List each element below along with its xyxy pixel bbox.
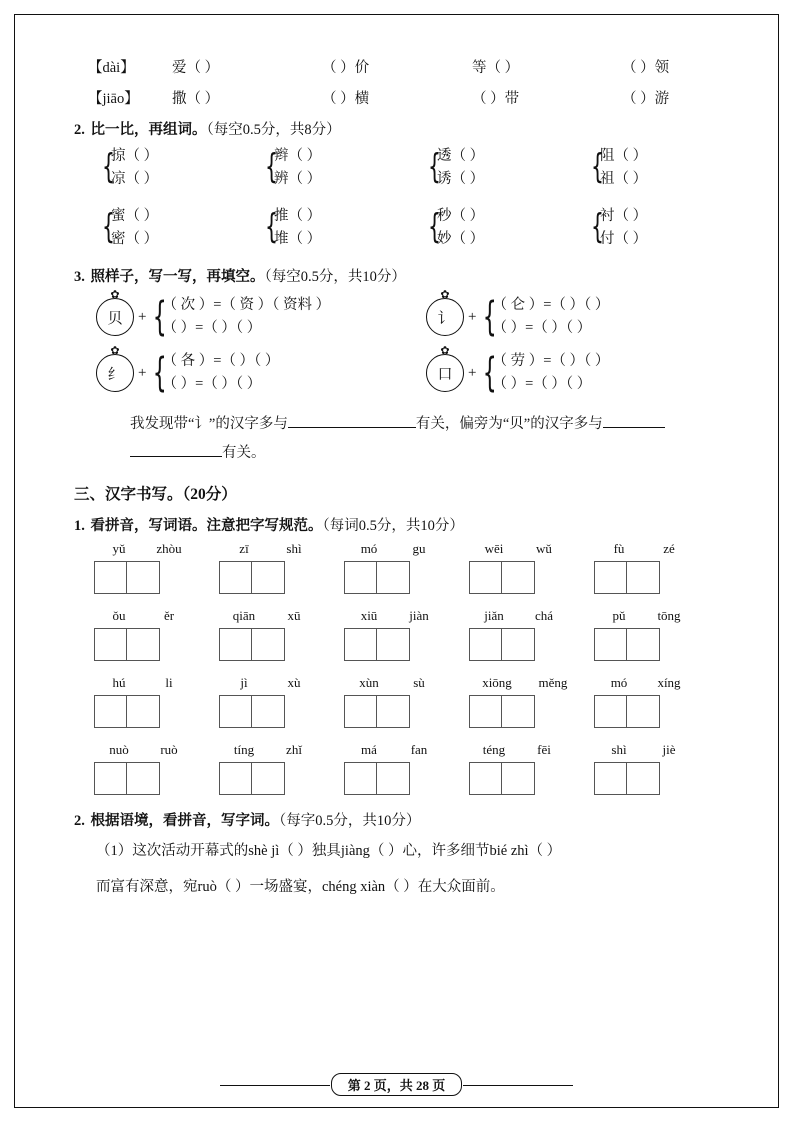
radical-circle <box>426 345 464 392</box>
tianzige-pair[interactable] <box>594 695 719 728</box>
radical-line[interactable]: （ ）=（ ）（ ） <box>162 376 262 392</box>
fill-blank[interactable] <box>288 412 416 428</box>
compare-item[interactable]: 诱（ ） <box>437 171 485 187</box>
question-5-number: 2. <box>74 813 85 829</box>
pinyin-tag: 【dài】 <box>88 60 135 76</box>
tianzige-cell[interactable] <box>344 762 377 795</box>
brace-icon: { <box>153 350 168 396</box>
compare-item[interactable]: 祖（ ） <box>600 171 648 187</box>
pinyin-label <box>94 541 219 559</box>
compare-group <box>100 145 263 191</box>
pinyin-label <box>219 675 344 693</box>
writing-grid-unit <box>594 742 719 795</box>
radical-char: 纟 <box>107 366 123 383</box>
tianzige-cell[interactable] <box>219 561 252 594</box>
writing-grid-row <box>74 742 721 795</box>
tianzige-cell[interactable] <box>594 762 627 795</box>
answer-blank[interactable]: 爱（ ） <box>172 60 220 76</box>
tianzige-cell[interactable] <box>502 628 535 661</box>
tianzige-cell[interactable] <box>627 695 660 728</box>
compare-group <box>426 145 589 191</box>
pinyin-syllable: zī <box>239 541 249 556</box>
section-3-score: （20分） <box>182 486 237 503</box>
compare-group <box>263 205 426 251</box>
tianzige-cell[interactable] <box>219 695 252 728</box>
compare-item[interactable]: 透（ ） <box>437 148 485 164</box>
pinyin-syllable: nuò <box>109 742 129 757</box>
writing-grid-unit <box>469 608 594 661</box>
tianzige-cell[interactable] <box>94 762 127 795</box>
answer-blank[interactable]: 撒（ ） <box>172 91 220 107</box>
discovery-sentence <box>130 410 721 468</box>
pinyin-line-jiao <box>88 87 721 108</box>
pinyin-syllable: má <box>361 742 377 757</box>
writing-grid-unit <box>469 742 594 795</box>
pinyin-syllable: ǒu <box>112 608 126 623</box>
context-line-2[interactable]: 而富有深意，宛ruò（ ）一场盛宴，chéng xiàn（ ）在大众面前。 <box>96 879 505 896</box>
brace-icon: { <box>265 207 278 247</box>
fill-blank[interactable] <box>603 412 665 428</box>
tianzige-cell[interactable] <box>127 695 160 728</box>
brace-icon: { <box>483 350 498 396</box>
tianzige-pair[interactable] <box>594 762 719 795</box>
tianzige-cell[interactable] <box>469 561 502 594</box>
writing-grid-unit <box>94 675 219 728</box>
writing-grid-row <box>74 541 721 594</box>
tianzige-pair[interactable] <box>469 695 594 728</box>
question-4-text: 看拼音，写词语。注意把字写规范。 <box>90 518 323 534</box>
pinyin-syllable: chá <box>534 608 554 623</box>
pinyin-syllable: tíng <box>233 742 255 757</box>
bow-icon: ✿ <box>440 289 450 301</box>
writing-grid-area <box>74 541 721 795</box>
question-4-number: 1. <box>74 518 85 534</box>
pinyin-syllable: xíng <box>657 675 681 690</box>
page-footer <box>0 1073 793 1096</box>
pinyin-syllable: jiè <box>662 742 676 757</box>
pinyin-line-dai <box>88 56 721 77</box>
tianzige-pair[interactable] <box>594 628 719 661</box>
radical-line[interactable]: （ 各 ）=（ ）（ ） <box>162 353 280 369</box>
tianzige-cell[interactable] <box>502 561 535 594</box>
pinyin-syllable: wǔ <box>536 541 552 556</box>
tianzige-cell[interactable] <box>252 628 285 661</box>
discovery-part-2: 有关，偏旁为“贝”的汉字多与 <box>415 416 603 432</box>
tianzige-cell[interactable] <box>377 561 410 594</box>
radical-line[interactable]: （ 仑 ）=（ ）（ ） <box>492 297 610 313</box>
brace-icon: { <box>428 147 441 187</box>
writing-grid-unit <box>94 742 219 795</box>
compare-item[interactable]: 掠（ ） <box>111 148 159 164</box>
context-line-1[interactable]: （1）这次活动开幕式的shè jì（ ）独具jiàng（ ）心，许多细节bié zhì（ ） <box>96 843 562 859</box>
pinyin-syllable: ruò <box>160 742 178 757</box>
tianzige-pair[interactable] <box>344 628 469 661</box>
pinyin-syllable: xù <box>287 675 301 690</box>
radical-unit <box>96 345 426 396</box>
compare-words-area <box>100 145 721 251</box>
discovery-part-1: 我发现带“讠”的汉字多与 <box>130 416 288 432</box>
compare-item[interactable]: 蜜（ ） <box>111 208 159 224</box>
pinyin-label <box>469 608 594 626</box>
radical-line[interactable]: （ 次 ）=（ 资 ）（ 资料 ） <box>162 297 331 313</box>
tianzige-cell[interactable] <box>252 762 285 795</box>
compare-group <box>589 145 752 191</box>
tianzige-cell[interactable] <box>252 561 285 594</box>
pinyin-tag: 【jiāo】 <box>88 91 139 107</box>
pinyin-syllable: xiōng <box>482 675 512 690</box>
tianzige-cell[interactable] <box>219 628 252 661</box>
pinyin-syllable: ěr <box>163 608 175 623</box>
compare-row <box>100 205 721 251</box>
writing-grid-row <box>74 608 721 661</box>
bow-icon: ✿ <box>440 345 450 357</box>
compare-group <box>426 205 589 251</box>
compare-item[interactable]: 妙（ ） <box>437 231 485 247</box>
radical-unit <box>426 345 756 396</box>
pinyin-syllable: sù <box>413 675 425 690</box>
tianzige-cell[interactable] <box>127 762 160 795</box>
tianzige-cell[interactable] <box>469 762 502 795</box>
tianzige-pair[interactable] <box>469 628 594 661</box>
radical-line[interactable]: （ ）=（ ）（ ） <box>492 376 592 392</box>
tianzige-pair[interactable] <box>344 561 469 594</box>
writing-grid-unit <box>344 675 469 728</box>
brace-icon: { <box>483 294 498 340</box>
radical-line[interactable]: （ ）=（ ）（ ） <box>162 320 262 336</box>
pinyin-syllable: fù <box>613 541 625 556</box>
pinyin-syllable: zhòu <box>156 541 182 556</box>
pinyin-syllable: gu <box>412 541 426 556</box>
pinyin-syllable: zhǐ <box>286 742 302 757</box>
compare-group <box>263 145 426 191</box>
pinyin-syllable: qiān <box>232 608 256 623</box>
question-4-score: （每词0.5分，共10分） <box>322 518 464 534</box>
writing-grid-unit <box>344 608 469 661</box>
compare-item[interactable]: 凉（ ） <box>111 171 159 187</box>
question-3-title <box>74 265 721 286</box>
answer-blank[interactable]: （ ）价 <box>322 60 370 76</box>
tianzige-pair[interactable] <box>344 762 469 795</box>
tianzige-pair[interactable] <box>94 695 219 728</box>
writing-grid-unit <box>219 541 344 594</box>
tianzige-cell[interactable] <box>627 762 660 795</box>
radical-circle <box>96 289 134 336</box>
tianzige-cell[interactable] <box>344 695 377 728</box>
pinyin-label <box>344 608 469 626</box>
writing-grid-row <box>74 675 721 728</box>
compare-item[interactable]: 辨（ ） <box>274 171 322 187</box>
pinyin-label <box>94 675 219 693</box>
writing-grid-unit <box>344 742 469 795</box>
question-3-score: （每空0.5分，共10分） <box>264 269 406 285</box>
tianzige-cell[interactable] <box>469 695 502 728</box>
page-number: 第 2 页，共 28 页 <box>331 1073 463 1096</box>
radical-char: 贝 <box>107 310 123 327</box>
radical-line[interactable]: （ 劳 ）=（ ）（ ） <box>492 353 610 369</box>
pinyin-label <box>219 608 344 626</box>
pinyin-syllable: xū <box>287 608 301 623</box>
writing-grid-unit <box>94 608 219 661</box>
plus-icon: + <box>468 308 477 325</box>
pinyin-syllable: li <box>165 675 173 690</box>
tianzige-pair[interactable] <box>594 561 719 594</box>
tianzige-cell[interactable] <box>469 628 502 661</box>
plus-icon: + <box>468 364 477 381</box>
tianzige-cell[interactable] <box>594 561 627 594</box>
radical-unit <box>426 289 756 340</box>
tianzige-pair[interactable] <box>94 762 219 795</box>
pinyin-syllable: jiàn <box>409 608 429 623</box>
tianzige-pair[interactable] <box>94 561 219 594</box>
tianzige-cell[interactable] <box>344 561 377 594</box>
answer-blank[interactable]: （ ）领 <box>622 60 670 76</box>
answer-blank[interactable]: 等（ ） <box>472 60 520 76</box>
radical-line[interactable]: （ ）=（ ）（ ） <box>492 320 592 336</box>
tianzige-cell[interactable] <box>94 561 127 594</box>
compare-item[interactable]: 衬（ ） <box>600 208 648 224</box>
answer-blank[interactable]: （ ）游 <box>622 91 670 107</box>
tianzige-cell[interactable] <box>127 561 160 594</box>
writing-grid-unit <box>594 541 719 594</box>
tianzige-cell[interactable] <box>219 762 252 795</box>
writing-grid-unit <box>344 541 469 594</box>
radical-row <box>96 345 721 396</box>
brace-icon: { <box>428 207 441 247</box>
brace-icon: { <box>591 207 604 247</box>
pinyin-syllable: fēi <box>537 742 551 757</box>
compare-item[interactable]: 阻（ ） <box>600 148 648 164</box>
writing-grid-unit <box>94 541 219 594</box>
pinyin-label <box>344 675 469 693</box>
tianzige-cell[interactable] <box>502 695 535 728</box>
pinyin-label <box>344 541 469 559</box>
pinyin-label <box>219 541 344 559</box>
tianzige-pair[interactable] <box>219 628 344 661</box>
compare-row <box>100 145 721 191</box>
writing-grid-unit <box>594 675 719 728</box>
tianzige-cell[interactable] <box>627 561 660 594</box>
tianzige-cell[interactable] <box>377 695 410 728</box>
question-4-title <box>74 514 721 535</box>
radical-area <box>96 289 721 396</box>
plus-icon: + <box>138 364 147 381</box>
pinyin-label <box>594 541 719 559</box>
question-2-score: （每空0.5分，共8分） <box>206 122 341 138</box>
question-2-text: 比一比，再组词。 <box>90 122 207 138</box>
pinyin-label <box>94 608 219 626</box>
question-5-score: （每字0.5分，共10分） <box>279 813 421 829</box>
pinyin-syllable: yǔ <box>112 541 126 556</box>
radical-circle <box>96 345 134 392</box>
brace-icon: { <box>102 147 115 187</box>
pinyin-syllable: jì <box>240 675 248 690</box>
compare-item[interactable]: 付（ ） <box>600 231 648 247</box>
radical-char: 口 <box>437 366 453 383</box>
pinyin-syllable: tōng <box>657 608 681 623</box>
pinyin-label <box>594 742 719 760</box>
fill-blank[interactable] <box>130 441 222 457</box>
radical-unit <box>96 289 426 340</box>
pinyin-syllable: shì <box>286 541 302 556</box>
pinyin-syllable: pǔ <box>612 608 626 623</box>
pinyin-syllable: shì <box>611 742 627 757</box>
tianzige-pair[interactable] <box>94 628 219 661</box>
section-3-heading <box>74 482 721 504</box>
question-2-number: 2. <box>74 122 85 138</box>
answer-blank[interactable]: （ ）横 <box>322 91 370 107</box>
tianzige-cell[interactable] <box>252 695 285 728</box>
pinyin-syllable: téng <box>482 742 506 757</box>
compare-item[interactable]: 推（ ） <box>274 208 322 224</box>
answer-blank[interactable]: （ ）带 <box>472 91 520 107</box>
question-5-title <box>74 809 721 830</box>
pinyin-syllable: fan <box>410 742 428 757</box>
pinyin-label <box>469 541 594 559</box>
brace-icon: { <box>102 207 115 247</box>
pinyin-syllable: xiū <box>360 608 378 623</box>
plus-icon: + <box>138 308 147 325</box>
tianzige-pair[interactable] <box>469 762 594 795</box>
compare-group <box>589 205 752 251</box>
compare-item[interactable]: 辫（ ） <box>274 148 322 164</box>
tianzige-cell[interactable] <box>377 628 410 661</box>
brace-icon: { <box>153 294 168 340</box>
tianzige-pair[interactable] <box>344 695 469 728</box>
compare-item[interactable]: 秒（ ） <box>437 208 485 224</box>
pinyin-label <box>94 742 219 760</box>
tianzige-cell[interactable] <box>127 628 160 661</box>
question-3-text: 照样子，写一写，再填空。 <box>90 269 265 285</box>
pinyin-syllable: jiǎn <box>484 608 504 623</box>
radical-circle <box>426 289 464 336</box>
pinyin-label <box>344 742 469 760</box>
bow-icon: ✿ <box>110 345 120 357</box>
radical-char: 讠 <box>437 310 453 327</box>
writing-grid-unit <box>219 742 344 795</box>
writing-grid-unit <box>219 675 344 728</box>
pinyin-label <box>594 675 719 693</box>
tianzige-cell[interactable] <box>344 628 377 661</box>
radical-row <box>96 289 721 340</box>
pinyin-syllable: mó <box>610 675 628 690</box>
tianzige-cell[interactable] <box>377 762 410 795</box>
tianzige-pair[interactable] <box>219 561 344 594</box>
pinyin-syllable: mó <box>360 541 378 556</box>
tianzige-pair[interactable] <box>219 695 344 728</box>
writing-grid-unit <box>219 608 344 661</box>
brace-icon: { <box>591 147 604 187</box>
tianzige-pair[interactable] <box>469 561 594 594</box>
pinyin-syllable: xùn <box>359 675 379 690</box>
pinyin-syllable: wēi <box>484 541 504 556</box>
question-3-number: 3. <box>74 269 85 285</box>
writing-grid-unit <box>594 608 719 661</box>
pinyin-syllable: hú <box>112 675 126 690</box>
pinyin-label <box>469 742 594 760</box>
tianzige-cell[interactable] <box>594 695 627 728</box>
question-5-text: 根据语境，看拼音，写字词。 <box>90 813 279 829</box>
pinyin-label <box>219 742 344 760</box>
tianzige-cell[interactable] <box>94 695 127 728</box>
writing-grid-unit <box>469 675 594 728</box>
tianzige-cell[interactable] <box>502 762 535 795</box>
question-2-title <box>74 118 721 139</box>
pinyin-label <box>594 608 719 626</box>
tianzige-cell[interactable] <box>627 628 660 661</box>
brace-icon: { <box>265 147 278 187</box>
bow-icon: ✿ <box>110 289 120 301</box>
compare-group <box>100 205 263 251</box>
discovery-part-3: 有关。 <box>222 445 266 461</box>
compare-item[interactable]: 密（ ） <box>111 231 159 247</box>
pinyin-label <box>469 675 594 693</box>
pinyin-syllable: měng <box>538 675 568 690</box>
section-3-title: 三、汉字书写。 <box>74 486 183 503</box>
compare-item[interactable]: 堆（ ） <box>274 231 322 247</box>
writing-grid-unit <box>469 541 594 594</box>
tianzige-cell[interactable] <box>94 628 127 661</box>
pinyin-syllable: zé <box>663 541 675 556</box>
tianzige-cell[interactable] <box>594 628 627 661</box>
tianzige-pair[interactable] <box>219 762 344 795</box>
